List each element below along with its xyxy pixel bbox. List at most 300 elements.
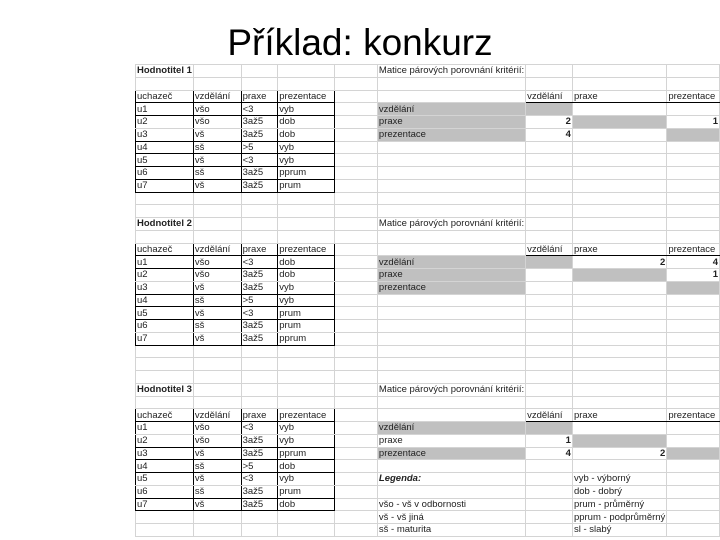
evaluator-title[interactable]: Hodnotitel 1 [137,65,192,77]
candidate-cell[interactable]: u5 [136,307,194,320]
matrix-value[interactable] [667,422,720,435]
cell[interactable] [241,511,278,524]
cell[interactable] [335,65,378,78]
cell[interactable] [193,192,241,205]
candidate-cell[interactable]: dob [278,128,335,141]
cell[interactable] [526,65,573,78]
cell[interactable] [278,524,335,537]
matrix-column-header[interactable]: praxe [572,90,666,103]
cell[interactable] [193,371,241,384]
column-header[interactable]: praxe [241,409,278,422]
cell[interactable] [377,77,525,90]
candidate-cell[interactable]: 3až5 [241,320,278,333]
cell[interactable] [572,205,666,218]
cell[interactable] [136,192,194,205]
legend-education[interactable]: všo - vš v odbornosti [377,498,525,511]
cell[interactable] [278,205,335,218]
candidate-cell[interactable]: <3 [241,473,278,486]
cell[interactable] [335,243,378,256]
cell[interactable] [667,320,720,333]
candidate-cell[interactable]: u5 [136,473,194,486]
cell[interactable] [377,345,525,358]
matrix-value[interactable] [526,269,573,282]
cell[interactable] [278,65,335,78]
cell[interactable] [526,498,573,511]
cell[interactable] [526,77,573,90]
cell[interactable] [136,230,194,243]
cell[interactable] [667,332,720,345]
cell[interactable] [667,485,720,498]
candidate-cell[interactable]: vyb [278,281,335,294]
matrix-value[interactable] [526,256,573,269]
cell[interactable] [335,345,378,358]
cell[interactable] [278,511,335,524]
matrix-value[interactable] [526,103,573,116]
cell[interactable] [667,371,720,384]
cell[interactable] [241,230,278,243]
matrix-value[interactable] [572,128,666,141]
cell[interactable] [193,230,241,243]
candidate-cell[interactable]: u7 [136,332,194,345]
cell[interactable] [241,65,278,78]
cell[interactable] [278,383,335,396]
cell[interactable] [377,371,525,384]
cell[interactable] [667,141,720,154]
matrix-title[interactable]: Matice párových porovnání kritérií: [378,218,525,230]
candidate-cell[interactable]: sš [193,485,241,498]
cell[interactable] [377,205,525,218]
candidate-cell[interactable]: sš [193,294,241,307]
legend-rating[interactable]: prum - průměrný [572,498,666,511]
cell[interactable] [377,294,525,307]
cell[interactable] [241,192,278,205]
cell[interactable] [572,358,666,371]
matrix-column-header[interactable]: vzdělání [526,243,573,256]
candidate-cell[interactable]: dob [278,116,335,129]
matrix-row-header[interactable]: praxe [377,434,525,447]
cell[interactable] [377,409,525,422]
column-header[interactable]: vzdělání [193,409,241,422]
cell[interactable] [667,218,720,231]
cell[interactable] [526,154,573,167]
matrix-value[interactable]: 4 [667,256,720,269]
cell[interactable] [335,422,378,435]
cell[interactable] [526,473,573,486]
cell[interactable] [241,77,278,90]
legend-education[interactable]: vš - vš jiná [377,511,525,524]
matrix-value[interactable]: 4 [526,447,573,460]
matrix-value[interactable]: 1 [667,269,720,282]
cell[interactable] [136,371,194,384]
candidate-cell[interactable]: vš [193,473,241,486]
cell[interactable] [241,396,278,409]
candidate-cell[interactable]: vš [193,332,241,345]
cell[interactable] [667,205,720,218]
matrix-column-header[interactable]: prezentace [667,243,720,256]
candidate-cell[interactable]: u3 [136,281,194,294]
cell[interactable] [667,230,720,243]
cell[interactable] [377,167,525,180]
cell[interactable] [278,345,335,358]
matrix-column-header[interactable]: prezentace [667,90,720,103]
cell[interactable] [667,192,720,205]
matrix-value[interactable] [526,281,573,294]
cell[interactable] [193,205,241,218]
cell[interactable] [193,383,241,396]
cell[interactable] [526,358,573,371]
candidate-cell[interactable]: u4 [136,460,194,473]
cell[interactable] [335,320,378,333]
candidate-cell[interactable]: vš [193,307,241,320]
candidate-cell[interactable]: <3 [241,256,278,269]
cell[interactable] [278,396,335,409]
cell[interactable] [377,243,525,256]
cell[interactable] [526,320,573,333]
candidate-cell[interactable]: všo [193,256,241,269]
candidate-cell[interactable]: u4 [136,141,194,154]
candidate-cell[interactable]: vyb [278,141,335,154]
column-header[interactable]: praxe [241,90,278,103]
cell[interactable] [572,371,666,384]
candidate-cell[interactable]: u4 [136,294,194,307]
cell[interactable] [572,141,666,154]
candidate-cell[interactable]: vš [193,154,241,167]
cell[interactable] [136,205,194,218]
candidate-cell[interactable]: u2 [136,269,194,282]
candidate-cell[interactable]: prum [278,179,335,192]
cell[interactable] [335,230,378,243]
candidate-cell[interactable]: >5 [241,141,278,154]
cell[interactable] [526,524,573,537]
candidate-cell[interactable]: sš [193,460,241,473]
cell[interactable] [335,77,378,90]
matrix-row-header[interactable]: vzdělání [377,103,525,116]
legend-rating[interactable]: pprum - podprůměrný [573,511,666,523]
cell[interactable] [335,218,378,231]
candidate-cell[interactable]: všo [193,422,241,435]
candidate-cell[interactable]: <3 [241,103,278,116]
candidate-cell[interactable]: dob [278,498,335,511]
matrix-title[interactable]: Matice párových porovnání kritérií: [378,65,525,77]
matrix-value[interactable]: 1 [526,434,573,447]
cell[interactable] [377,179,525,192]
cell[interactable] [241,371,278,384]
cell[interactable] [335,269,378,282]
candidate-cell[interactable]: <3 [241,154,278,167]
candidate-cell[interactable]: 3až5 [241,434,278,447]
cell[interactable] [136,524,194,537]
matrix-column-header[interactable]: praxe [572,243,666,256]
candidate-cell[interactable]: všo [193,103,241,116]
cell[interactable] [241,383,278,396]
cell[interactable] [526,345,573,358]
cell[interactable] [377,396,525,409]
cell[interactable] [193,218,241,231]
candidate-cell[interactable]: vyb [278,103,335,116]
cell[interactable] [241,358,278,371]
candidate-cell[interactable]: sš [193,320,241,333]
matrix-value[interactable] [526,422,573,435]
matrix-value[interactable] [572,281,666,294]
candidate-cell[interactable]: sš [193,141,241,154]
cell[interactable] [335,192,378,205]
candidate-cell[interactable]: vyb [278,473,335,486]
cell[interactable] [193,396,241,409]
candidate-cell[interactable]: pprum [278,167,335,180]
cell[interactable] [193,511,241,524]
cell[interactable] [335,396,378,409]
candidate-cell[interactable]: <3 [241,422,278,435]
legend-rating[interactable]: dob - dobrý [572,485,666,498]
column-header[interactable]: uchazeč [136,409,194,422]
cell[interactable] [377,332,525,345]
cell[interactable] [526,485,573,498]
legend-education[interactable]: sš - maturita [377,524,525,537]
cell[interactable] [335,256,378,269]
cell[interactable] [667,294,720,307]
cell[interactable] [278,371,335,384]
candidate-cell[interactable]: u7 [136,179,194,192]
matrix-value[interactable]: 2 [572,256,666,269]
candidate-cell[interactable]: vyb [278,434,335,447]
cell[interactable] [572,65,666,78]
cell[interactable] [572,345,666,358]
candidate-cell[interactable]: všo [193,116,241,129]
cell[interactable] [526,205,573,218]
cell[interactable] [335,205,378,218]
cell[interactable] [335,116,378,129]
cell[interactable] [572,294,666,307]
cell[interactable] [526,179,573,192]
candidate-cell[interactable]: 3až5 [241,116,278,129]
candidate-cell[interactable]: >5 [241,460,278,473]
candidate-cell[interactable]: u1 [136,256,194,269]
candidate-cell[interactable]: všo [193,269,241,282]
cell[interactable] [572,77,666,90]
matrix-row-header[interactable]: prezentace [377,128,525,141]
candidate-cell[interactable]: dob [278,460,335,473]
cell[interactable] [278,358,335,371]
matrix-value[interactable] [667,128,720,141]
matrix-row-header[interactable]: prezentace [377,281,525,294]
cell[interactable] [193,65,241,78]
cell[interactable] [526,383,573,396]
cell[interactable] [241,218,278,231]
matrix-column-header[interactable]: vzdělání [526,409,573,422]
cell[interactable] [667,167,720,180]
cell[interactable] [667,65,720,78]
matrix-column-header[interactable]: prezentace [667,409,720,422]
candidate-cell[interactable]: u2 [136,434,194,447]
candidate-cell[interactable]: >5 [241,294,278,307]
matrix-value[interactable] [572,422,666,435]
cell[interactable] [667,498,720,511]
legend-label[interactable]: Legenda: [377,473,525,486]
cell[interactable] [572,218,666,231]
candidate-cell[interactable]: 3až5 [241,128,278,141]
candidate-cell[interactable]: vyb [278,294,335,307]
candidate-cell[interactable]: u6 [136,320,194,333]
cell[interactable] [572,320,666,333]
cell[interactable] [526,167,573,180]
column-header[interactable]: vzdělání [193,243,241,256]
cell[interactable] [335,307,378,320]
cell[interactable] [667,460,720,473]
cell[interactable] [377,307,525,320]
matrix-row-header[interactable]: vzdělání [377,422,525,435]
matrix-value[interactable] [572,103,666,116]
cell[interactable] [526,460,573,473]
matrix-value[interactable] [667,434,720,447]
matrix-row-header[interactable]: prezentace [377,447,525,460]
candidate-cell[interactable]: <3 [241,307,278,320]
legend-rating[interactable]: sl - slabý [572,524,666,537]
cell[interactable] [335,383,378,396]
candidate-cell[interactable]: u1 [136,422,194,435]
candidate-cell[interactable]: vš [193,447,241,460]
candidate-cell[interactable]: vš [193,498,241,511]
cell[interactable] [572,154,666,167]
cell[interactable] [335,498,378,511]
evaluator-title[interactable]: Hodnotitel 3 [137,384,192,396]
cell[interactable] [377,154,525,167]
cell[interactable] [572,383,666,396]
cell[interactable] [377,141,525,154]
candidate-cell[interactable]: 3až5 [241,269,278,282]
cell[interactable] [278,218,335,231]
candidate-cell[interactable]: prum [278,307,335,320]
cell[interactable] [335,294,378,307]
candidate-cell[interactable]: vš [193,179,241,192]
cell[interactable] [667,154,720,167]
cell[interactable] [335,179,378,192]
cell[interactable] [335,371,378,384]
cell[interactable] [667,345,720,358]
matrix-value[interactable] [572,434,666,447]
cell[interactable] [335,485,378,498]
cell[interactable] [335,447,378,460]
candidate-cell[interactable]: dob [278,256,335,269]
matrix-title[interactable]: Matice párových porovnání kritérií: [378,384,525,396]
cell[interactable] [667,77,720,90]
matrix-row-header[interactable]: vzdělání [377,256,525,269]
cell[interactable] [136,77,194,90]
cell[interactable] [278,77,335,90]
cell[interactable] [335,167,378,180]
candidate-cell[interactable]: vyb [278,422,335,435]
candidate-cell[interactable]: 3až5 [241,167,278,180]
candidate-cell[interactable]: 3až5 [241,332,278,345]
matrix-value[interactable] [667,103,720,116]
cell[interactable] [241,205,278,218]
cell[interactable] [667,307,720,320]
cell[interactable] [526,230,573,243]
matrix-value[interactable]: 2 [572,447,666,460]
column-header[interactable]: prezentace [278,409,335,422]
cell[interactable] [377,230,525,243]
cell[interactable] [278,192,335,205]
candidate-cell[interactable]: pprum [278,447,335,460]
cell[interactable] [193,358,241,371]
cell[interactable] [193,524,241,537]
legend-rating[interactable]: vyb - výborný [572,473,666,486]
cell[interactable] [335,141,378,154]
cell[interactable] [335,103,378,116]
cell[interactable] [572,179,666,192]
candidate-cell[interactable]: 3až5 [241,498,278,511]
cell[interactable] [572,230,666,243]
cell[interactable] [526,192,573,205]
candidate-cell[interactable]: všo [193,434,241,447]
matrix-value[interactable] [572,116,666,129]
cell[interactable] [526,294,573,307]
candidate-cell[interactable]: u1 [136,103,194,116]
cell[interactable] [136,358,194,371]
cell[interactable] [335,460,378,473]
cell[interactable] [377,460,525,473]
cell[interactable] [335,332,378,345]
cell[interactable] [377,485,525,498]
candidate-cell[interactable]: dob [278,269,335,282]
cell[interactable] [335,511,378,524]
cell[interactable] [241,524,278,537]
matrix-value[interactable]: 4 [526,128,573,141]
matrix-row-header[interactable]: praxe [377,116,525,129]
cell[interactable] [193,77,241,90]
cell[interactable] [572,307,666,320]
cell[interactable] [526,371,573,384]
cell[interactable] [241,345,278,358]
cell[interactable] [572,192,666,205]
matrix-value[interactable] [667,447,720,460]
cell[interactable] [667,396,720,409]
cell[interactable] [572,396,666,409]
cell[interactable] [667,383,720,396]
candidate-cell[interactable]: prum [278,320,335,333]
candidate-cell[interactable]: 3až5 [241,447,278,460]
cell[interactable] [572,332,666,345]
candidate-cell[interactable]: 3až5 [241,281,278,294]
column-header[interactable]: prezentace [278,243,335,256]
cell[interactable] [278,230,335,243]
matrix-column-header[interactable]: praxe [572,409,666,422]
column-header[interactable]: uchazeč [136,243,194,256]
cell[interactable] [572,167,666,180]
candidate-cell[interactable]: vš [193,281,241,294]
column-header[interactable]: uchazeč [136,90,194,103]
cell[interactable] [526,218,573,231]
cell[interactable] [136,396,194,409]
cell[interactable] [335,358,378,371]
matrix-value[interactable]: 2 [526,116,573,129]
candidate-cell[interactable]: 3až5 [241,485,278,498]
matrix-row-header[interactable]: praxe [377,269,525,282]
cell[interactable] [335,434,378,447]
cell[interactable] [526,396,573,409]
cell[interactable] [377,192,525,205]
candidate-cell[interactable]: u6 [136,485,194,498]
cell[interactable] [335,524,378,537]
cell[interactable] [572,460,666,473]
candidate-cell[interactable]: u3 [136,128,194,141]
cell[interactable] [667,358,720,371]
cell[interactable] [136,511,194,524]
cell[interactable] [335,281,378,294]
matrix-value[interactable] [667,281,720,294]
candidate-cell[interactable]: u7 [136,498,194,511]
cell[interactable] [526,332,573,345]
candidate-cell[interactable]: u6 [136,167,194,180]
